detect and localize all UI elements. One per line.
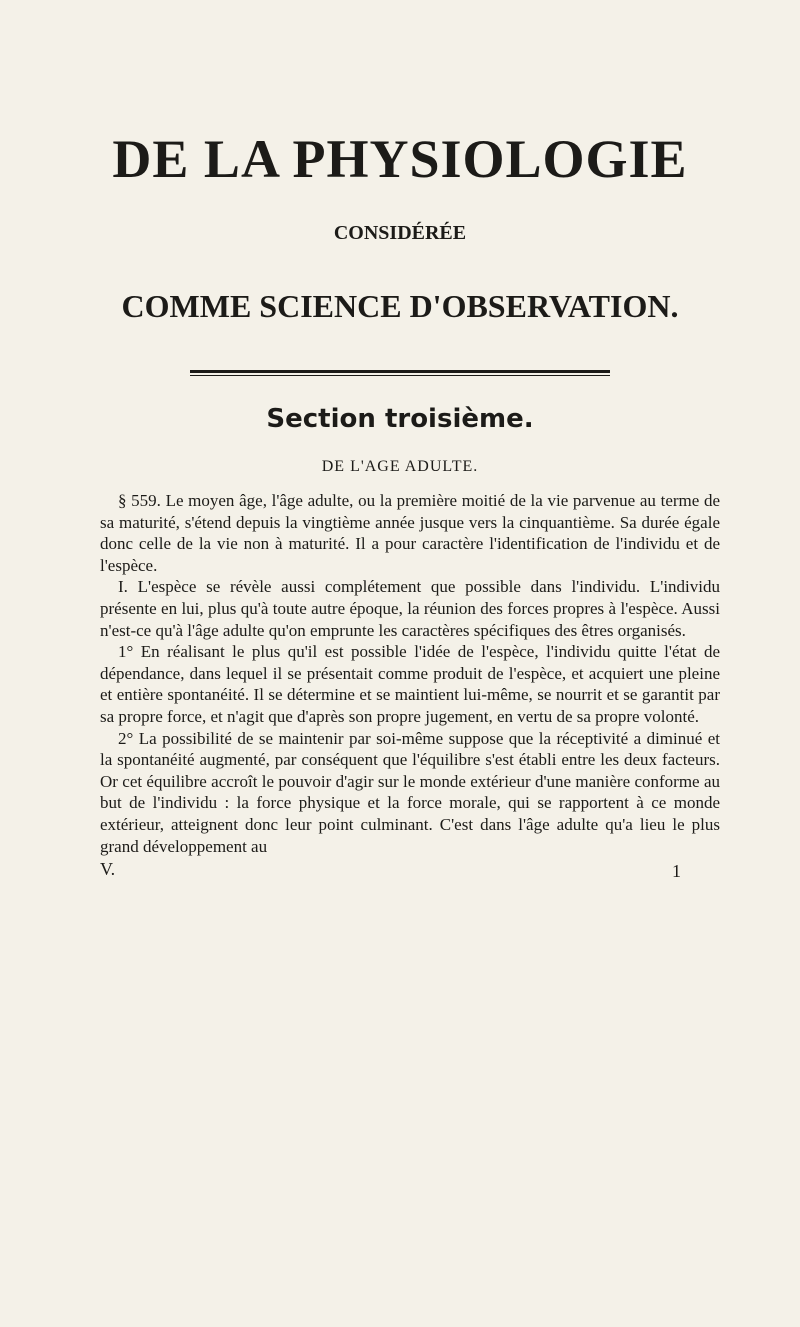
paragraph: § 559. Le moyen âge, l'âge adulte, ou la première moitié de la vie parvenue au terme de sa maturité, s'étend depuis la vingtième année jusque vers la cinquantième. Sa durée égale donc celle de la vie non à maturité. Il a pour caractère l'identification de l'individu et de l'espèce. xyxy=(100,491,720,575)
page-subtitle: CONSIDÉRÉE xyxy=(333,222,467,244)
paragraph: 2° La possibilité de se maintenir par soi-même suppose que la réceptivité a diminué et la spontanéité augmenté, par conséquent que l'équilibre s'est établi entre les deux facteurs. Or cet équilibre accroît le pouvoir d'agir sur le monde extérieur d'une manière conforme au but de l'individu : la force physique et la force morale, qui se rapportent à ce monde extérieur, atteignent donc leur point culminant. C'est dans l'âge adulte qu'a lieu le plus grand développement au xyxy=(100,728,720,856)
page-title: DE LA PHYSIOLOGIE xyxy=(112,129,688,189)
paragraph: I. L'espèce se révèle aussi complétement que possible dans l'individu. L'individu présente en lui, plus qu'à toute autre époque, la réunion des forces propres à l'espèce. Aussi n'est-ce qu'à l'âge adulte qu'on emprunte les caractères spécifiques des êtres organisés. xyxy=(100,577,720,640)
section-subtitle: DE L'AGE ADULTE. xyxy=(321,458,479,475)
page-number: 1 xyxy=(672,861,681,881)
paragraph: 1° En réalisant le plus qu'il est possible l'idée de l'espèce, l'individu quitte l'état de dépendance, dans lequel il se présentait comme produit de l'espèce, et acquiert une pleine et entière spontanéité. Il se détermine et se maintient lui-même, se nourrit et se garantit par sa propre force, et n'agit que d'après son propre jugement, en vertu de sa propre volonté. xyxy=(100,642,720,726)
body-text xyxy=(100,490,720,857)
signature-mark: V. xyxy=(100,859,116,879)
decorative-rule xyxy=(190,370,610,376)
section-title: Section troisième. xyxy=(266,404,534,434)
page-subtitle-2: COMME SCIENCE D'OBSERVATION. xyxy=(121,288,679,324)
